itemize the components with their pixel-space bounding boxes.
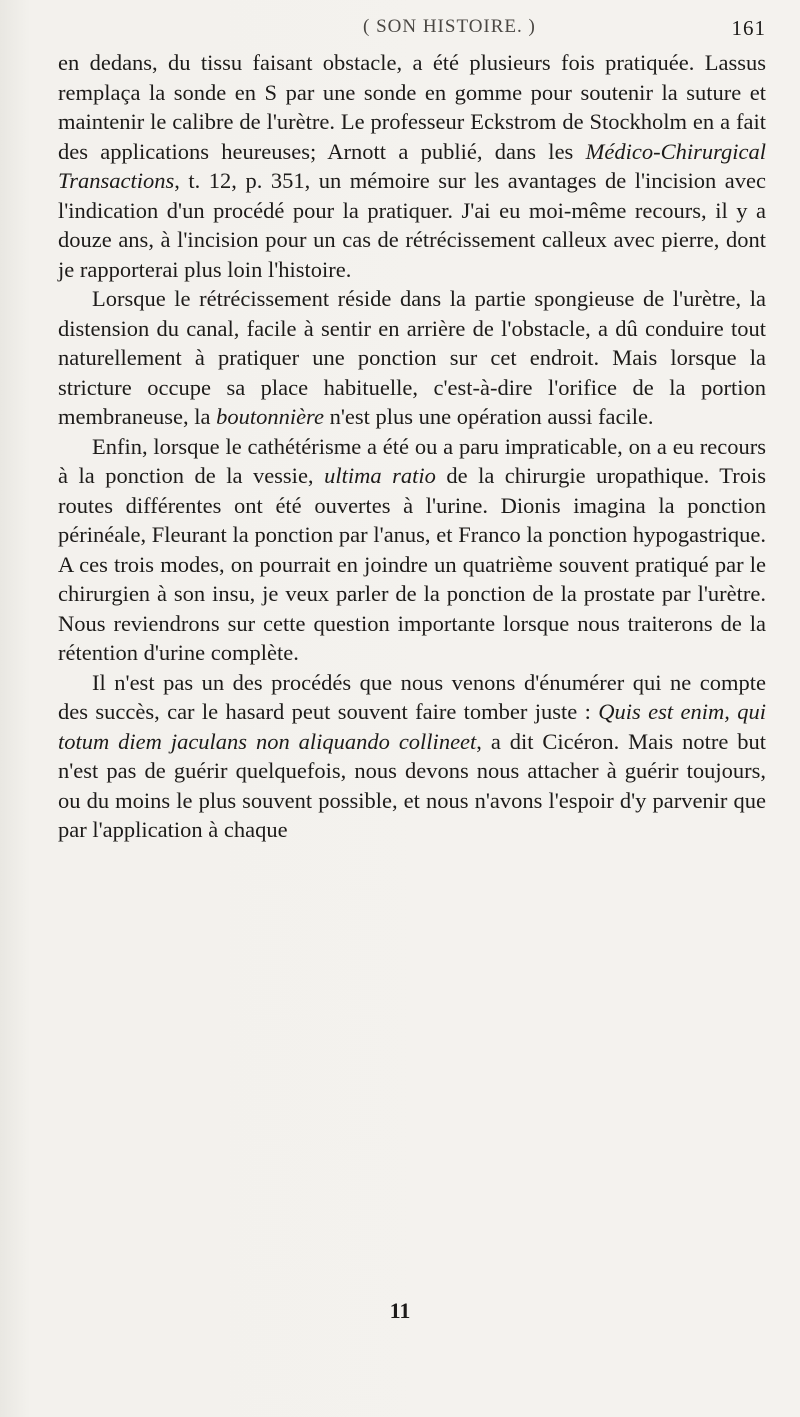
paragraph-4: Il n'est pas un des procédés que nous venons d'énumérer qui ne compte des succès, car le hasard peut souvent faire tomber juste : Quis est enim, qui totum diem jaculans non aliquando collineet, a dit Cicéron. Mais notre but n'est pas de guérir quelquefois, nous devons nous attacher à guérir toujours, ou du moins le plus souvent possible, et nous n'avons l'espoir d'y parvenir que par l'application à chaque — [58, 669, 766, 842]
paragraph-1: en dedans, du tissu faisant obstacle, a été plusieurs fois pratiquée. Lassus remplaça la sonde en S par une sonde en gomme pour soutenir la suture et maintenir le calibre de l'urètre. Le professeur Eckstrom de Stockholm en a fait des applications heureuses; Arnott a publié, dans les Médico-Chirurgical Transactions, t. 12, p. 351, un mémoire sur les avantages de l'incision avec l'indication d'un procédé pour la pratiquer. J'ai eu moi-même recours, il y a douze ans, à l'incision pour un cas de rétrécissement calleux avec pierre, dont je rapporterai plus loin l'histoire. — [58, 50, 766, 282]
emphasis-term: boutonnière — [216, 404, 324, 429]
journal-title: Médico-Chirurgical Transactions — [58, 138, 766, 193]
page-header — [58, 10, 766, 46]
paragraph-3: Enfin, lorsque le cathétérisme a été ou a paru impraticable, on a eu recours à la ponction de la vessie, ultima ratio de la chirurgie uropathique. Trois routes différentes ont été ouvertes à l'urine. Dionis imagina la ponction périnéale, Fleurant la ponction par l'anus, et Franco la ponction hypogastrique. A ces trois modes, on pourrait en joindre un quatrième souvent pratiqué par le chirurgien à son insu, je veux parler de la ponction de la prostate par l'urètre. Nous reviendrons sur cette question importante lorsque nous traiterons de la rétention d'urine complète. — [58, 433, 766, 665]
signature-mark: 11 — [389, 1298, 411, 1323]
page-number: 161 — [731, 16, 766, 40]
body-text — [58, 48, 766, 845]
latin-quote: Quis est enim, qui totum diem jaculans non aliquando collineet — [58, 699, 766, 754]
paragraph-2: Lorsque le rétrécissement réside dans la partie spongieuse de l'urètre, la distension du canal, facile à sentir en arrière de l'obstacle, a dû conduire tout naturellement à pratiquer une ponction sur cet endroit. Mais lorsque la stricture occupe sa place habituelle, c'est-à-dire l'orifice de la portion membraneuse, la boutonnière n'est plus une opération aussi facile. — [58, 286, 766, 429]
running-head: ( SON HISTOIRE. ) — [363, 16, 536, 37]
latin-phrase: ultima ratio — [324, 463, 436, 488]
